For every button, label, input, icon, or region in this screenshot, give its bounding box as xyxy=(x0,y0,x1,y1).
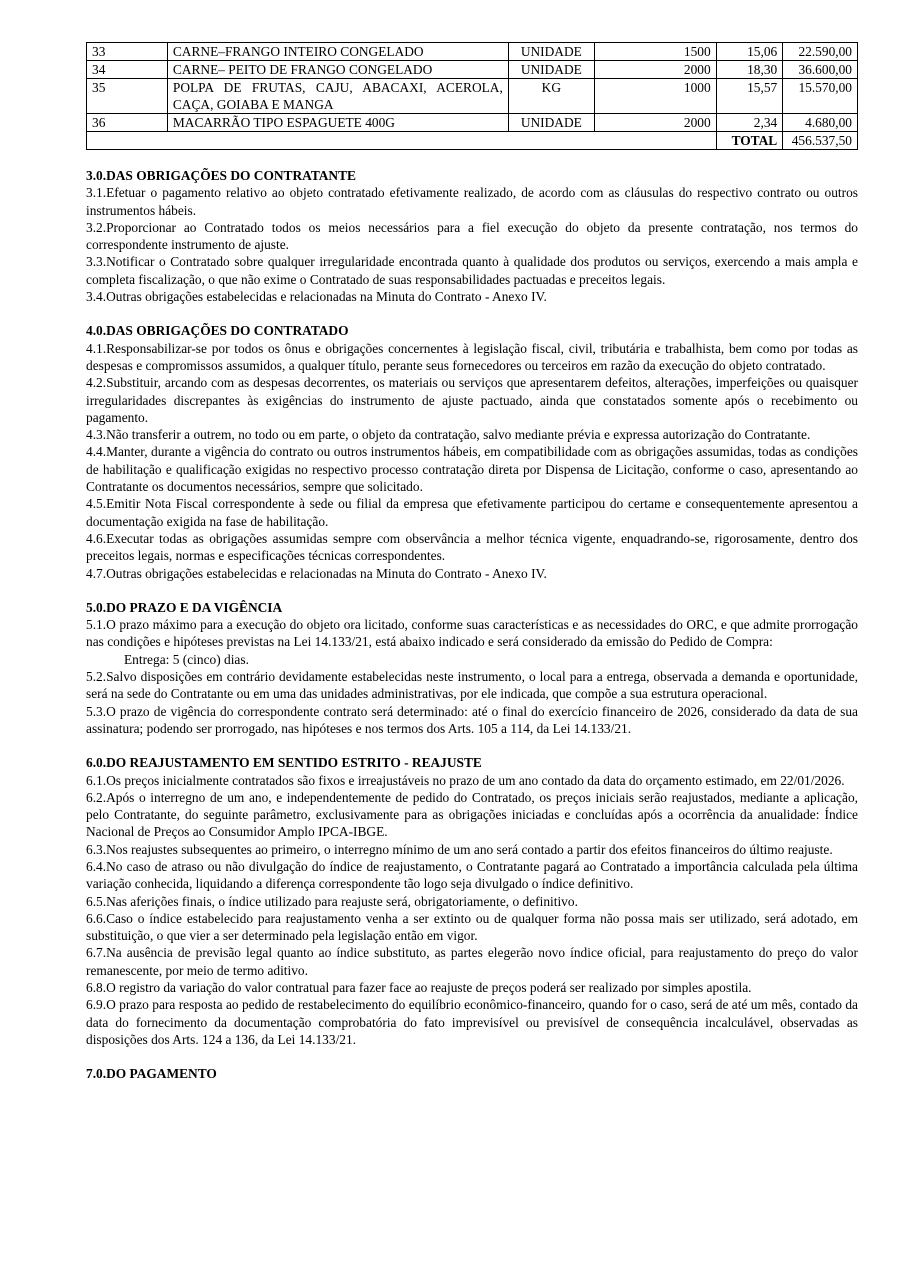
paragraph: 4.6.Executar todas as obrigações assumidas sempre com observância a melhor técnica vigente, enquadrando-se, rigorosamente, dentro dos preceitos legais, normas e especificações técnicas correspondentes. xyxy=(86,530,858,564)
item-quantity: 2000 xyxy=(594,61,716,79)
paragraph: 5.1.O prazo máximo para a execução do objeto ora licitado, conforme suas características e as necessidades do ORC, e que admite prorrogação nas condições e hipóteses previstas na Lei 14.133/21, está abaixo indicado e será considerado da emissão do Pedido de Compra: xyxy=(86,617,858,650)
paragraph: 6.5.Nas aferições finais, o índice utilizado para reajuste será, obrigatoriamente, o definitivo. xyxy=(86,893,578,909)
paragraph: 6.9.O prazo para resposta ao pedido de restabelecimento do equilíbrio econômico-financeiro, quando for o caso, será de até um mês, contado da data do fornecimento da documentação comprobatória do fato imprevisível ou previsível de consequência incalculável, observadas as disposições dos Arts. 124 a 136, da Lei 14.133/21. xyxy=(86,997,858,1047)
total-value: 456.537,50 xyxy=(783,132,858,150)
paragraph: 3.4.Outras obrigações estabelecidas e relacionadas na Minuta do Contrato - Anexo IV. xyxy=(86,289,547,305)
section-title: 3.0.DAS OBRIGAÇÕES DO CONTRATANTE xyxy=(86,168,356,183)
paragraph: 3.2.Proporcionar ao Contratado todos os meios necessários para a fiel execução do objeto da presente contratação, nos termos do correspondente instrumento de ajuste. xyxy=(86,219,858,253)
item-number: 35 xyxy=(87,79,168,114)
paragraph: 4.5.Emitir Nota Fiscal correspondente à sede ou filial da empresa que efetivamente participou do certame e consequentemente apresentou a documentação exigida na fase de habilitação. xyxy=(86,496,858,529)
paragraph: 4.1.Responsabilizar-se por todos os ônus e obrigações concernentes à legislação fiscal, civil, tributária e trabalhista, bem como por todas as despesas e compromissos assumidos, a qualquer título, perante seus fornecedores ou terceiros em razão da execução do objeto contratado. xyxy=(86,340,858,373)
table-row xyxy=(87,61,858,79)
item-unit: UNIDADE xyxy=(508,114,594,132)
paragraph: 3.1.Efetuar o pagamento relativo ao objeto contratado efetivamente realizado, de acordo com as cláusulas do respectivo contrato ou outros instrumentos hábeis. xyxy=(86,185,858,218)
item-unit: UNIDADE xyxy=(508,61,594,79)
paragraph: 6.6.Caso o índice estabelecido para reajustamento venha a ser extinto ou de qualquer forma não possa mais ser utilizado, será adotado, em substituição, o que vier a ser determinado pela legislação então em vigor. xyxy=(86,910,858,944)
item-unit: KG xyxy=(508,79,594,114)
item-total: 22.590,00 xyxy=(783,43,858,61)
section-contratado-obligations xyxy=(86,322,858,581)
delivery-term: Entrega: 5 (cinco) dias. xyxy=(124,651,249,667)
paragraph: 6.1.Os preços inicialmente contratados são fixos e irreajustáveis no prazo de um ano contado da data do orçamento estimado, em 22/01/2026. xyxy=(86,772,845,788)
section-reajuste xyxy=(86,754,858,1048)
items-table xyxy=(86,42,858,150)
item-description: MACARRÃO TIPO ESPAGUETE 400G xyxy=(167,114,508,132)
item-description: CARNE– PEITO DE FRANGO CONGELADO xyxy=(167,61,508,79)
total-spacer xyxy=(87,132,717,150)
paragraph: 4.7.Outras obrigações estabelecidas e relacionadas na Minuta do Contrato - Anexo IV. xyxy=(86,565,547,581)
paragraph: 6.8.O registro da variação do valor contratual para fazer face ao reajuste de preços poderá ser realizado por simples apostila. xyxy=(86,980,752,996)
item-number: 36 xyxy=(87,114,168,132)
table-row xyxy=(87,114,858,132)
section-prazo-vigencia xyxy=(86,599,858,737)
total-label: TOTAL xyxy=(716,132,783,150)
item-description: POLPA DE FRUTAS, CAJU, ABACAXI, ACEROLA, CAÇA, GOIABA E MANGA xyxy=(167,79,508,114)
document-page xyxy=(86,42,858,1083)
paragraph: 5.2.Salvo disposições em contrário devidamente estabelecidas neste instrumento, o local para a entrega, observada a demanda e oportunidade, será na sede do Contratante ou em uma das unidades administrativas, por ele indicada, que compõe a sua estrutura operacional. xyxy=(86,669,858,702)
item-unit-price: 18,30 xyxy=(716,61,783,79)
item-unit-price: 15,57 xyxy=(716,79,783,114)
section-contratante-obligations xyxy=(86,167,858,305)
item-number: 34 xyxy=(87,61,168,79)
paragraph: 6.7.Na ausência de previsão legal quanto ao índice substituto, as partes elegerão novo índice oficial, para reajustamento do preço do valor remanescente, por meio de termo aditivo. xyxy=(86,945,858,978)
item-total: 4.680,00 xyxy=(783,114,858,132)
paragraph: 4.3.Não transferir a outrem, no todo ou em parte, o objeto da contratação, salvo mediante prévia e expressa autorização do Contratante. xyxy=(86,427,811,443)
item-quantity: 2000 xyxy=(594,114,716,132)
paragraph: 4.2.Substituir, arcando com as despesas decorrentes, os materiais ou serviços que apresentarem defeitos, alterações, imperfeições ou quaisquer irregularidades discrepantes às exigências do instrumento de ajuste pactuado, ainda que constatados somente após o recebimento ou pagamento. xyxy=(86,375,858,425)
paragraph: 4.4.Manter, durante a vigência do contrato ou outros instrumentos hábeis, em compatibilidade com as obrigações assumidas, todas as condições de habilitação e qualificação exigidas no respectivo processo contratação direta por Dispensa de Licitação, conforme o caso, apresentando ao Contratante os documentos necessários, sempre que solicitado. xyxy=(86,444,858,495)
section-title: 5.0.DO PRAZO E DA VIGÊNCIA xyxy=(86,599,283,615)
item-total: 15.570,00 xyxy=(783,79,858,114)
paragraph: 6.3.Nos reajustes subsequentes ao primeiro, o interregno mínimo de um ano será contado a partir dos efeitos financeiros do último reajuste. xyxy=(86,841,833,857)
paragraph: 5.3.O prazo de vigência do correspondente contrato será determinado: até o final do exercício financeiro de 2026, considerado da data de sua assinatura; podendo ser prorrogado, nas hipóteses e nos termos dos Arts. 105 a 114, da Lei 14.133/21. xyxy=(86,703,858,736)
item-description: CARNE–FRANGO INTEIRO CONGELADO xyxy=(167,43,508,61)
section-title: 7.0.DO PAGAMENTO xyxy=(86,1066,217,1082)
table-total-row xyxy=(87,132,858,150)
item-total: 36.600,00 xyxy=(783,61,858,79)
table-row xyxy=(87,43,858,61)
paragraph: 6.2.Após o interregno de um ano, e independentemente de pedido do Contratado, os preços iniciais serão reajustados, mediante a aplicação, pelo Contratante, do seguinte parâmetro, exclusivamente para as obrigações iniciadas e concluídas após a ocorrência da anualidade: Índice Nacional de Preços ao Consumidor Amplo IPCA-IBGE. xyxy=(86,789,858,840)
item-number: 33 xyxy=(87,43,168,61)
section-title: 6.0.DO REAJUSTAMENTO EM SENTIDO ESTRITO - REAJUSTE xyxy=(86,755,482,771)
paragraph: 6.4.No caso de atraso ou não divulgação do índice de reajustamento, o Contratante pagará ao Contratado a importância calculada pela última variação conhecida, liquidando a diferença correspondente tão logo seja divulgado o índice definitivo. xyxy=(86,858,858,892)
paragraph: 3.3.Notificar o Contratado sobre qualquer irregularidade encontrada quanto à qualidade dos produtos ou serviços, exercendo a mais ampla e completa fiscalização, o que não exime o Contratado de suas responsabilidades pactuadas e preceitos legais. xyxy=(86,254,858,287)
item-unit: UNIDADE xyxy=(508,43,594,61)
item-quantity: 1000 xyxy=(594,79,716,114)
table-row xyxy=(87,79,858,114)
section-title: 4.0.DAS OBRIGAÇÕES DO CONTRATADO xyxy=(86,323,349,339)
section-pagamento xyxy=(86,1065,858,1082)
item-unit-price: 15,06 xyxy=(716,43,783,61)
item-unit-price: 2,34 xyxy=(716,114,783,132)
item-quantity: 1500 xyxy=(594,43,716,61)
